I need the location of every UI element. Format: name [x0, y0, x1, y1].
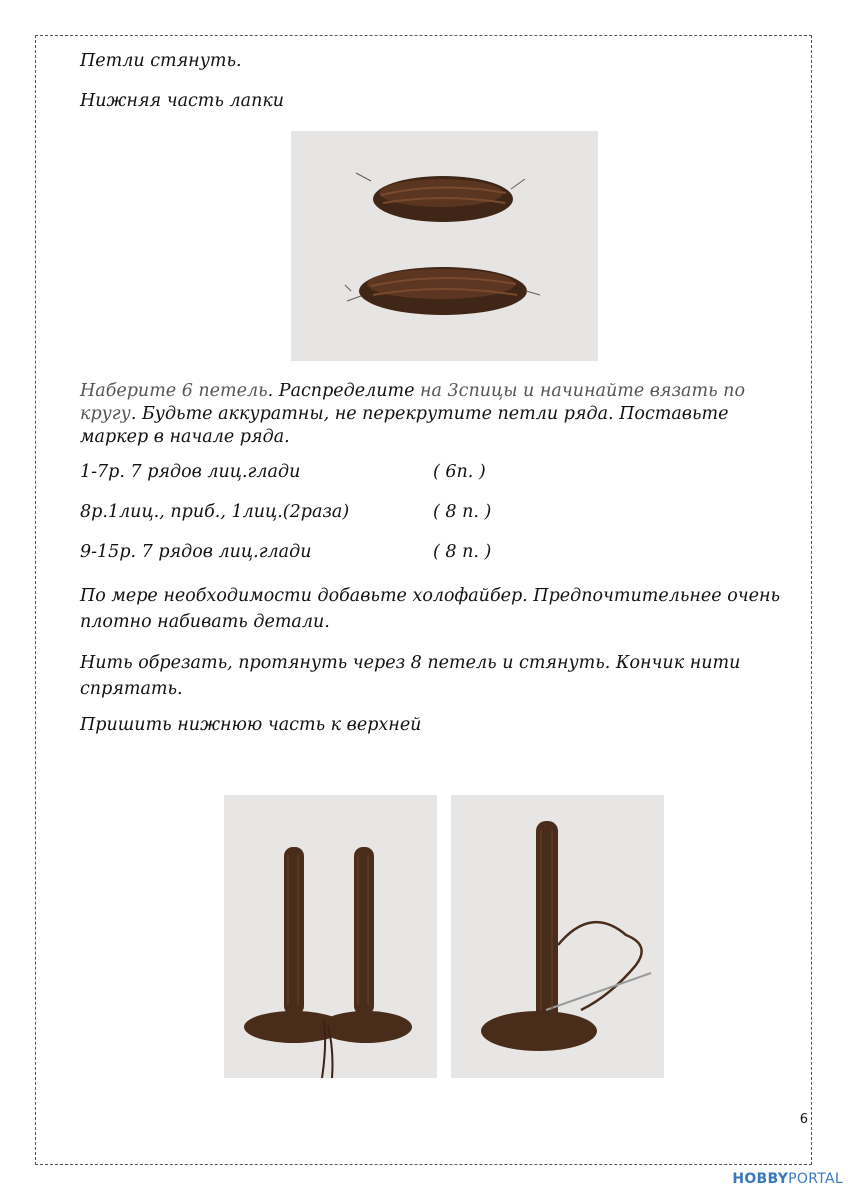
- stuffing-paragraph: По мере необходимости добавьте холофайбер. Предпочтительнее очень плотно набивать детали.: [80, 586, 781, 632]
- row-2: [80, 502, 492, 522]
- row-1-count: ( 6п. ): [433, 462, 486, 482]
- heading-pull-loops: Петли стянуть.: [80, 51, 242, 71]
- row-3-label: 9-15р. 7 рядов лиц.глади: [80, 542, 312, 562]
- intro-paragraph: [80, 380, 792, 449]
- row-3: [80, 542, 492, 562]
- intro-part-2: . Распределите: [267, 381, 415, 401]
- brand-bold: HOBBY: [732, 1171, 789, 1187]
- hobbyportal-logo: [732, 1171, 843, 1187]
- intro-part-3: на 3спицы и начинайте вязать по кругу: [80, 381, 745, 424]
- cut-thread-paragraph: Нить обрезать, протянуть через 8 петель и стянуть. Кончик нити спрятать.: [80, 653, 741, 699]
- heading-lower-paw: Нижняя часть лапки: [80, 91, 285, 111]
- intro-part-1: Наберите 6 петель: [80, 381, 268, 401]
- row-3-count: ( 8 п. ): [433, 542, 492, 562]
- page-number: 6: [799, 1112, 808, 1127]
- intro-part-4: . Будьте аккуратны, не перекрутите петли ряда. Поставьте маркер в начале ряда.: [80, 404, 729, 447]
- sewing-photo: [451, 795, 664, 1078]
- brand-regular: PORTAL: [788, 1171, 843, 1187]
- row-1: [80, 462, 486, 482]
- paw-pads-photo: [291, 131, 598, 361]
- row-2-label: 8р.1лиц., приб., 1лиц.(2раза): [80, 502, 350, 522]
- row-1-label: 1-7р. 7 рядов лиц.глади: [80, 462, 301, 482]
- sew-paragraph: Пришить нижнюю часть к верхней: [80, 715, 422, 735]
- legs-photo: [224, 795, 437, 1078]
- row-2-count: ( 8 п. ): [433, 502, 492, 522]
